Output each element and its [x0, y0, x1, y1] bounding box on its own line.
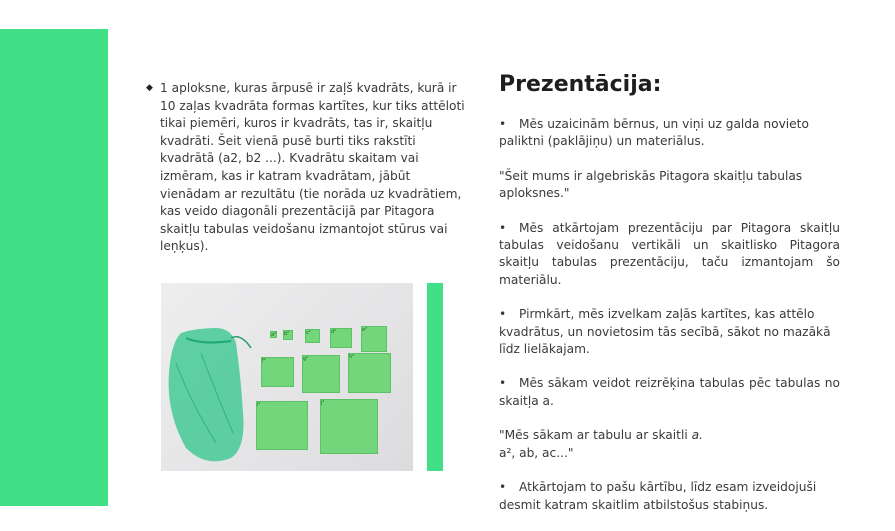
square-card: f² [261, 357, 294, 387]
material-photo [161, 283, 413, 471]
square-card: j² [320, 399, 378, 454]
square-card: d² [330, 328, 352, 348]
square-card: e² [361, 326, 387, 352]
material-description-text: 1 aploksne, kuras ārpusē ir zaļš kvadrāts, kurā ir 10 zaļas kvadrāta formas kartītes, kur tiks attēloti tikai piemēri, kuros ir kvadrāts, tas ir, skaitļu kvadrāti. Šeit vienā pusē burti tiks rakstīti kvadrātā (a2, b2 ...). Kvadrātu skaitam vai izmēram, kas ir katram kvadrātam, jābūt vienādam ar rezultātu (tie norāda uz kvadrātiem, kas veido diagonāli prezentācijā par Pitagora skaitļu tabulas veidošanu izmantojot stūrus vai leņķus). [160, 81, 465, 254]
material-description [146, 80, 468, 256]
square-card: g² [302, 355, 340, 393]
square-card: h² [348, 353, 391, 393]
bullet-icon: • [499, 307, 507, 322]
step-paragraph: • Atkārtojam to pašu kārtību, līdz esam izveidojuši desmit katram skaitlim atbilstošus stabiņus. [499, 480, 817, 512]
bullet-icon: • [499, 117, 507, 131]
step-paragraph: • Mēs sākam veidot reizrēķina tabulas pēc tabulas no skaitļa a. [499, 376, 840, 408]
quote-paragraph: "Šeit mums ir algebriskās Pitagora skaitļu tabulas aploksnes." [499, 168, 803, 201]
presentation-steps [499, 116, 840, 531]
square-card: i² [256, 401, 308, 450]
left-accent-bar [0, 29, 108, 506]
bullet-icon: • [499, 220, 507, 235]
bullet-icon: • [499, 480, 507, 495]
quote-paragraph: "Mēs sākam ar tabulu ar skaitli a. a², ab, ac..." [499, 428, 703, 460]
square-card: a² [271, 332, 277, 338]
square-card: c² [305, 329, 320, 343]
bullet-icon: • [499, 376, 507, 391]
step-paragraph: • Pirmkārt, mēs izvelkam zaļās kartītes, kas attēlo kvadrātus, un novietosim tās secībā, sākot no mazākā līdz lielākajam. [499, 307, 831, 356]
photo-accent-bar [427, 283, 443, 471]
step-paragraph: • Mēs atkārtojam prezentāciju par Pitagora skaitļu tabulas veidošanu vertikāli un skaitlisko Pitagora skaitļu tabulas prezentāciju, taču izmantojam šo materiālu. [499, 220, 840, 287]
square-card: b² [283, 330, 293, 340]
diamond-bullet-icon: ◆ [146, 83, 153, 93]
step-paragraph: • Mēs uzaicinām bērnus, un viņi uz galda novieto paliktni (paklājiņu) un materiālus. [499, 117, 809, 149]
page-title: Prezentācija: [499, 72, 662, 97]
